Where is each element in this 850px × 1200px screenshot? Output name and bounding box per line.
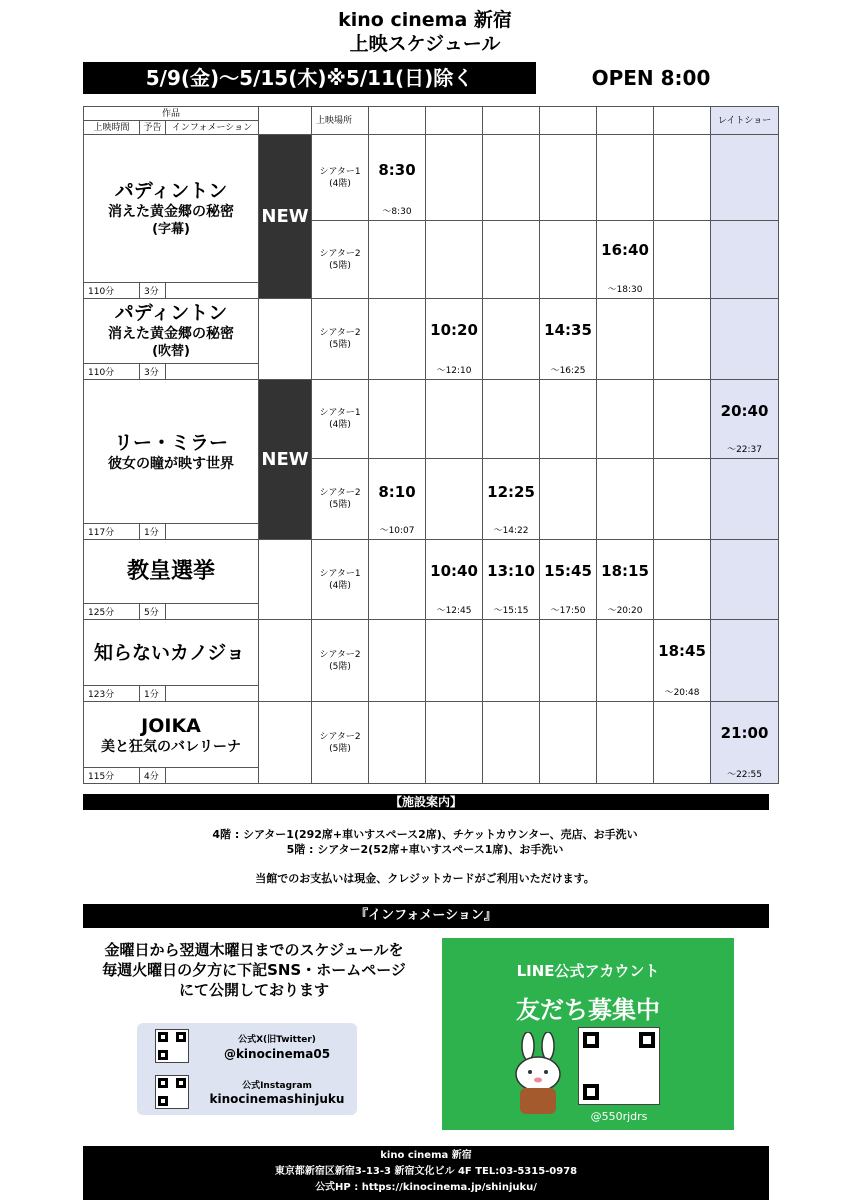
header-trailer: 予告	[140, 121, 166, 135]
film-name: 教皇選挙	[127, 558, 216, 584]
film-subtitle: 消えた黄金郷の秘密	[108, 203, 235, 220]
facility-line-2: 5階 : シアター2(52席+車いすスペース1席)、お手洗い	[286, 843, 564, 856]
info-text-3: にて公開しております	[178, 981, 329, 999]
film-subtitle: 消えた黄金郷の秘密	[108, 326, 235, 342]
payment-note: 当館でのお支払いは現金、クレジットカードがご利用いただけます。	[255, 872, 595, 885]
schedule-table	[83, 106, 779, 784]
time-slot: 18:15 〜20:20	[597, 540, 654, 620]
film-subtitle: 彼女の瞳が映す世界	[108, 455, 235, 472]
footer-website[interactable]: 公式HP : https://kinocinema.jp/shinjuku/	[315, 1182, 537, 1193]
header-film: 作品	[84, 107, 259, 121]
film-name: リー・ミラー	[114, 431, 229, 454]
time-slot: 20:40 〜22:37	[711, 380, 779, 459]
line-cta: 友だち募集中	[516, 996, 660, 1024]
time-slot: 8:10 〜10:07	[369, 459, 426, 540]
film-trailer: 5分	[140, 604, 166, 620]
film-name: パディントン	[114, 179, 228, 202]
time-slot: 15:45 〜17:50	[540, 540, 597, 620]
header-venue: 上映場所	[312, 107, 369, 135]
instagram-label: 公式Instagram	[242, 1081, 312, 1091]
instagram-qr-code[interactable]	[155, 1075, 189, 1109]
bunny-mascot-icon	[506, 1032, 570, 1118]
film-note: (字幕)	[152, 221, 190, 237]
film-trailer: 4分	[140, 768, 166, 784]
time-slot: 10:20 〜12:10	[426, 299, 483, 380]
info-text-2: 毎週火曜日の夕方に下記SNS・ホームページ	[102, 961, 406, 979]
film-trailer: 1分	[140, 686, 166, 702]
date-range-band: 5/9(金)〜5/15(木)※5/11(日)除く	[83, 62, 536, 94]
film-title-cell	[84, 540, 259, 604]
time-slot: 14:35 〜16:25	[540, 299, 597, 380]
theater-label: シアター2 (5階)	[312, 702, 369, 784]
time-slot: 16:40 〜18:30	[597, 221, 654, 299]
theater-label: シアター2 (5階)	[312, 221, 369, 299]
new-badge: NEW	[259, 380, 312, 540]
film-title-cell	[84, 299, 259, 364]
theater-label: シアター2 (5階)	[312, 299, 369, 380]
header-duration: 上映時間	[84, 121, 140, 135]
film-title-cell	[84, 380, 259, 524]
time-slot: 21:00 〜22:55	[711, 702, 779, 784]
film-title-cell	[84, 135, 259, 283]
information-title: 『インフォメーション』	[83, 904, 769, 928]
line-qr-code[interactable]	[578, 1027, 660, 1105]
time-slot: 13:10 〜15:15	[483, 540, 540, 620]
film-title-cell	[84, 702, 259, 768]
facility-line-1: 4階 : シアター1(292席+車いすスペース2席)、チケットカウンター、売店、お手洗い	[212, 828, 638, 841]
line-id[interactable]: @550rjdrs	[590, 1110, 648, 1123]
film-duration: 110分	[84, 283, 140, 299]
film-title-cell	[84, 620, 259, 686]
film-name: パディントン	[114, 302, 228, 324]
page-subtitle: 上映スケジュール	[349, 33, 501, 55]
x-qr-code[interactable]	[155, 1029, 189, 1063]
instagram-handle[interactable]: kinocinemashinjuku	[209, 1092, 345, 1106]
header-info: インフォメーション	[166, 121, 259, 135]
sns-box	[137, 1023, 357, 1115]
open-time: OPEN 8:00	[591, 66, 711, 90]
header-badge-col	[259, 107, 312, 135]
new-badge: NEW	[259, 135, 312, 299]
theater-label: シアター1 (4階)	[312, 540, 369, 620]
film-note: (吹替)	[152, 344, 190, 359]
facility-title: 【施設案内】	[83, 794, 769, 810]
film-duration: 115分	[84, 768, 140, 784]
line-account-box	[442, 938, 734, 1130]
info-text-1: 金曜日から翌週木曜日までのスケジュールを	[104, 941, 404, 959]
film-duration: 123分	[84, 686, 140, 702]
film-subtitle: 美と狂気のバレリーナ	[101, 738, 242, 755]
film-trailer: 3分	[140, 283, 166, 299]
film-trailer: 3分	[140, 364, 166, 380]
film-duration: 125分	[84, 604, 140, 620]
film-trailer: 1分	[140, 524, 166, 540]
footer-name: kino cinema 新宿	[380, 1150, 472, 1161]
film-duration: 117分	[84, 524, 140, 540]
theater-label: シアター1 (4階)	[312, 135, 369, 221]
time-slot: 18:45 〜20:48	[654, 620, 711, 702]
header-late-show: レイトショー	[711, 107, 779, 135]
footer-address: 東京都新宿区新宿3-13-3 新宿文化ビル 4F TEL:03-5315-0978	[274, 1166, 578, 1177]
film-duration: 110分	[84, 364, 140, 380]
theater-label: シアター2 (5階)	[312, 459, 369, 540]
time-slot: 10:40 〜12:45	[426, 540, 483, 620]
film-name: JOIKA	[141, 714, 201, 737]
x-handle[interactable]: @kinocinema05	[223, 1047, 331, 1061]
x-label: 公式X(旧Twitter)	[238, 1035, 316, 1045]
time-slot: 8:30 〜8:30	[369, 135, 426, 221]
time-slot: 12:25 〜14:22	[483, 459, 540, 540]
line-title: LINE公式アカウント	[516, 962, 660, 980]
footer	[83, 1146, 769, 1200]
theater-label: シアター1 (4階)	[312, 380, 369, 459]
theater-label: シアター2 (5階)	[312, 620, 369, 702]
page-title: kino cinema 新宿	[338, 9, 512, 31]
film-name: 知らないカノジョ	[94, 641, 245, 664]
